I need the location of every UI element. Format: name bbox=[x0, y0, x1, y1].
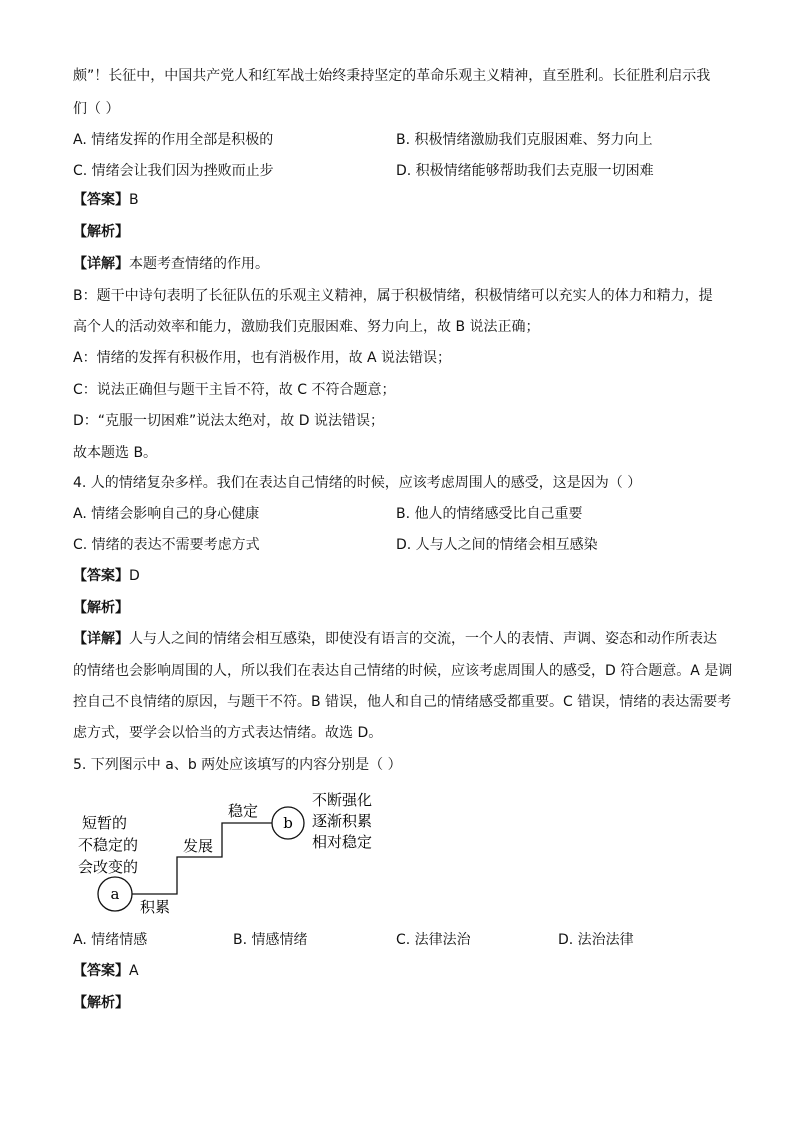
q3-option-c: C. 情绪会让我们因为挫败而止步 bbox=[73, 163, 274, 179]
answer-label: 【答案】 bbox=[73, 963, 129, 979]
step-label-bottom: 积累 bbox=[140, 898, 171, 916]
q3-explain-line: A：情绪的发挥有积极作用，也有消极作用，故 A 说法错误； bbox=[73, 350, 452, 366]
detail-text: 人与人之间的情绪会相互感染，即使没有语言的交流，一个人的表情、声调、姿态和动作所表达 bbox=[129, 631, 717, 647]
staircase-line bbox=[132, 823, 272, 894]
node-b-label: b bbox=[283, 814, 293, 832]
q4-option-b: B. 他人的情绪感受比自己重要 bbox=[396, 506, 583, 522]
q4-option-a: A. 情绪会影响自己的身心健康 bbox=[73, 506, 260, 522]
diagram-right-text: 逐渐积累 bbox=[312, 812, 373, 830]
q5-diagram bbox=[76, 786, 396, 921]
q5-option-c: C. 法律法治 bbox=[396, 932, 471, 948]
q3-explain-line: 故本题选 B。 bbox=[73, 445, 158, 461]
detail-label: 【详解】 bbox=[73, 256, 129, 272]
node-a-label: a bbox=[110, 885, 120, 903]
step-label-top: 稳定 bbox=[228, 802, 259, 820]
q4-explain-line: 虑方式，要学会以恰当的方式表达情绪。故选 D。 bbox=[73, 725, 383, 741]
q4-option-d: D. 人与人之间的情绪会相互感染 bbox=[396, 537, 598, 553]
q3-answer bbox=[73, 190, 139, 210]
q5-stem: 5. 下列图示中 a、b 两处应该填写的内容分别是（ ） bbox=[73, 757, 402, 773]
answer-label: 【答案】 bbox=[73, 568, 129, 584]
q3-stem-line1: 颇”！长征中，中国共产党人和红军战士始终秉持坚定的革命乐观主义精神，直至胜利。长征胜利启示我 bbox=[73, 68, 711, 84]
q5-option-a: A. 情绪情感 bbox=[73, 932, 148, 948]
q5-answer bbox=[73, 961, 139, 981]
diagram-left-text: 短暂的 bbox=[82, 814, 128, 832]
answer-value: A bbox=[129, 963, 139, 979]
q4-explain-line: 控自己不良情绪的原因，与题干不符。B 错误，他人和自己的情绪感受都重要。C 错误，情绪的表达需要考 bbox=[73, 694, 732, 710]
diagram-right-text: 相对稳定 bbox=[312, 833, 373, 851]
diagram-left-text: 会改变的 bbox=[78, 858, 139, 876]
q4-detail bbox=[73, 629, 717, 649]
q5-option-d: D. 法治法律 bbox=[558, 932, 634, 948]
q4-option-c: C. 情绪的表达不需要考虑方式 bbox=[73, 537, 260, 553]
q3-explain-line: 高个人的活动效率和能力，激励我们克服困难、努力向上，故 B 说法正确； bbox=[73, 319, 540, 335]
q3-explain-line: C：说法正确但与题干主旨不符，故 C 不符合题意； bbox=[73, 382, 396, 398]
q3-explain-line: B：题干中诗句表明了长征队伍的乐观主义精神，属于积极情绪，积极情绪可以充实人的体力和精力，提 bbox=[73, 288, 713, 304]
q4-stem: 4. 人的情绪复杂多样。我们在表达自己情绪的时候，应该考虑周围人的感受，这是因为（ ） bbox=[73, 475, 642, 491]
diagram-left-text: 不稳定的 bbox=[78, 836, 139, 854]
q3-option-b: B. 积极情绪激励我们克服困难、努力向上 bbox=[396, 132, 653, 148]
answer-value: B bbox=[129, 192, 139, 208]
q3-option-a: A. 情绪发挥的作用全部是积极的 bbox=[73, 132, 274, 148]
q4-analysis-label: 【解析】 bbox=[73, 600, 129, 616]
q3-explain-line: D：“克服一切困难”说法太绝对，故 D 说法错误； bbox=[73, 413, 384, 429]
q3-detail bbox=[73, 254, 269, 274]
q4-explain-line: 的情绪也会影响周围的人，所以我们在表达自己情绪的时候，应该考虑周围人的感受，D 符合题意。A 是调 bbox=[73, 663, 733, 679]
diagram-right-text: 不断强化 bbox=[312, 791, 373, 809]
q3-analysis-label: 【解析】 bbox=[73, 224, 129, 240]
answer-label: 【答案】 bbox=[73, 192, 129, 208]
q4-answer bbox=[73, 566, 140, 586]
detail-label: 【详解】 bbox=[73, 631, 129, 647]
q3-option-d: D. 积极情绪能够帮助我们去克服一切困难 bbox=[396, 163, 654, 179]
q3-stem-line2: 们（ ） bbox=[73, 101, 120, 117]
q5-analysis-label: 【解析】 bbox=[73, 995, 129, 1011]
q5-option-b: B. 情感情绪 bbox=[233, 932, 308, 948]
detail-intro: 本题考查情绪的作用。 bbox=[129, 256, 269, 272]
answer-value: D bbox=[129, 568, 140, 584]
step-label-middle: 发展 bbox=[183, 837, 214, 855]
